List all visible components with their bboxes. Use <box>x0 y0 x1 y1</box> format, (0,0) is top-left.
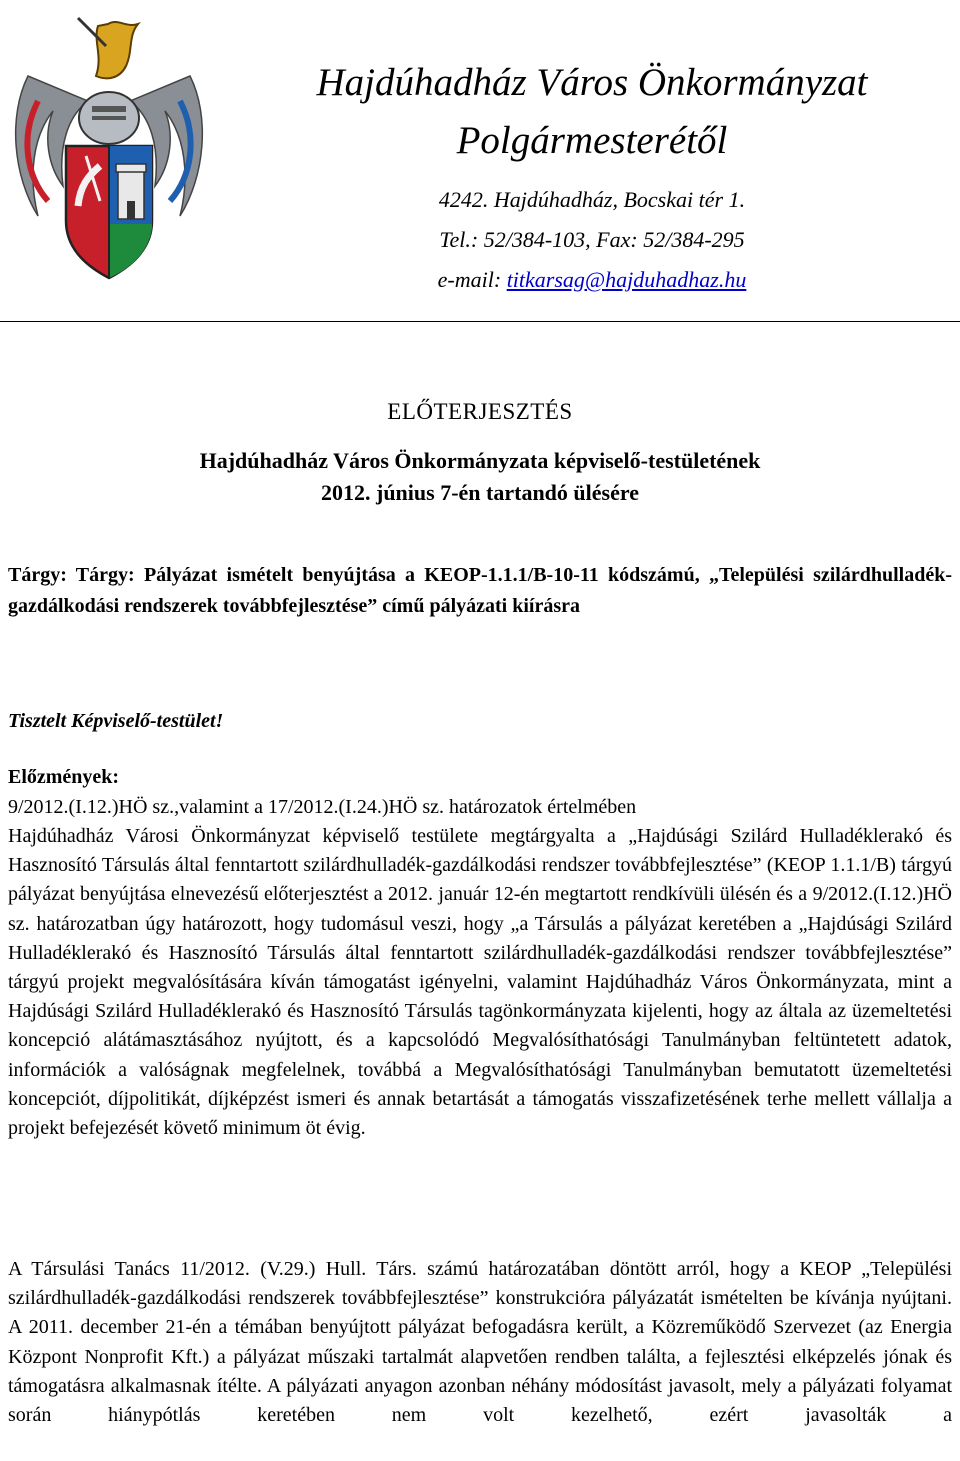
letterhead-address: 4242. Hajdúhadház, Bocskai tér 1. <box>438 187 746 212</box>
letterhead <box>232 54 952 300</box>
letterhead-email-line <box>232 260 952 300</box>
subject-label: Tárgy: <box>8 564 67 586</box>
previous-section-title: Előzmények: <box>8 766 120 788</box>
addressee-heading: Hajdúhadház Város Önkormányzata képviselő-testületének <box>199 448 761 473</box>
letterhead-phone-fax: Tel.: 52/384-103, Fax: 52/384-295 <box>439 227 745 252</box>
body-paragraph-1: Hajdúhadház Városi Önkormányzat képviselő testülete megtárgyalta a „Hajdúsági Szilárd Hulladéklerakó és Hasznosító Társulás által fenntartott szilárdhulladék-gazdálkodási rendszer továbbfejlesztése” (KEOP 1.1.1/B) tárgyú pályázat benyújtása elnevezésű előterjesztést a 2012. január 12-én megtartott rendkívüli ülésén és a 9/2012.(I.12.)HÖ sz. határozatban úgy határozott, hogy tudomásul veszi, hogy „a Társulás a pályázat keretében a „Hajdúsági Szilárd Hulladéklerakó és Hasznosító Társulás által fenntartott szilárdhulladék-gazdálkodási rendszer továbbfejlesztése” tárgyú projekt megvalósítására kíván támogatást igényelni, valamint Hajdúhadház Város Önkormányzata, mint a Hajdúsági Szilárd Hulladéklerakó és Hasznosító Társulás tagönkormányzata kijelenti, hogy az általa az üzemeltetési koncepció alátámasztásához nyújtott, és a kapcsolódó Megvalósíthatósági Tanulmányban feltüntetett adatok, információk a valóságnak megfelelnek, továbbá a Megvalósíthatósági Tanulmányban bemutatott üzemeltetési koncepciót, díjpolitikát, díjképzést ismeri és annak betartását a támogatás visszafizetésének terhe mellett vállalja a projekt befejezését követő minimum öt évig. <box>8 825 952 1140</box>
subject-text: Tárgy: Pályázat ismételt benyújtása a KEOP-1.1.1/B-10-11 kódszámú, „Települési szilárdhulladék-gazdálkodási rendszerek továbbfejlesztése” című pályázati kiírásra <box>8 564 952 617</box>
meeting-date-heading: 2012. június 7-én tartandó ülésére <box>321 480 639 505</box>
email-label: e-mail: <box>437 267 507 292</box>
subject-block <box>8 560 952 622</box>
header-divider <box>0 321 960 322</box>
document-type-heading: ELŐTERJESZTÉS <box>387 399 573 424</box>
coat-of-arms-logo <box>8 6 210 296</box>
greeting: Tisztelt Képviselő-testület! <box>8 710 224 732</box>
previous-resolutions-line: 9/2012.(I.12.)HÖ sz.,valamint a 17/2012.(I.24.)HÖ sz. határozatok értelmében <box>8 796 637 818</box>
body-paragraph-2: A Társulási Tanács 11/2012. (V.29.) Hull. Társ. számú határozatában döntött arról, hogy a KEOP „Települési szilárdhulladék-gazdálkodási rendszerek továbbfejlesztése” konstrukcióra pályázatát ismételten be kívánja nyújtani. A 2011. december 21-én a témában benyújtott pályázat befogadásra került, a Közreműködő Szervezet (az Energia Központ Nonprofit Kft.) a pályázat műszaki tartalmát alapvetően rendben találta, a fejlesztési elképzelés jónak és támogatásra alkalmasnak ítélte. A pályázati anyagon azonban néhány módosítást javasolt, mely a pályázati folyamat során hiánypótlás keretében nem volt kezelhető, ezért javasolták a <box>8 1258 952 1427</box>
letterhead-title-line2: Polgármesterétől <box>456 119 728 162</box>
email-link[interactable]: titkarsag@hajduhadhaz.hu <box>506 267 747 292</box>
letterhead-title-line1: Hajdúhadház Város Önkormányzat <box>316 61 868 104</box>
